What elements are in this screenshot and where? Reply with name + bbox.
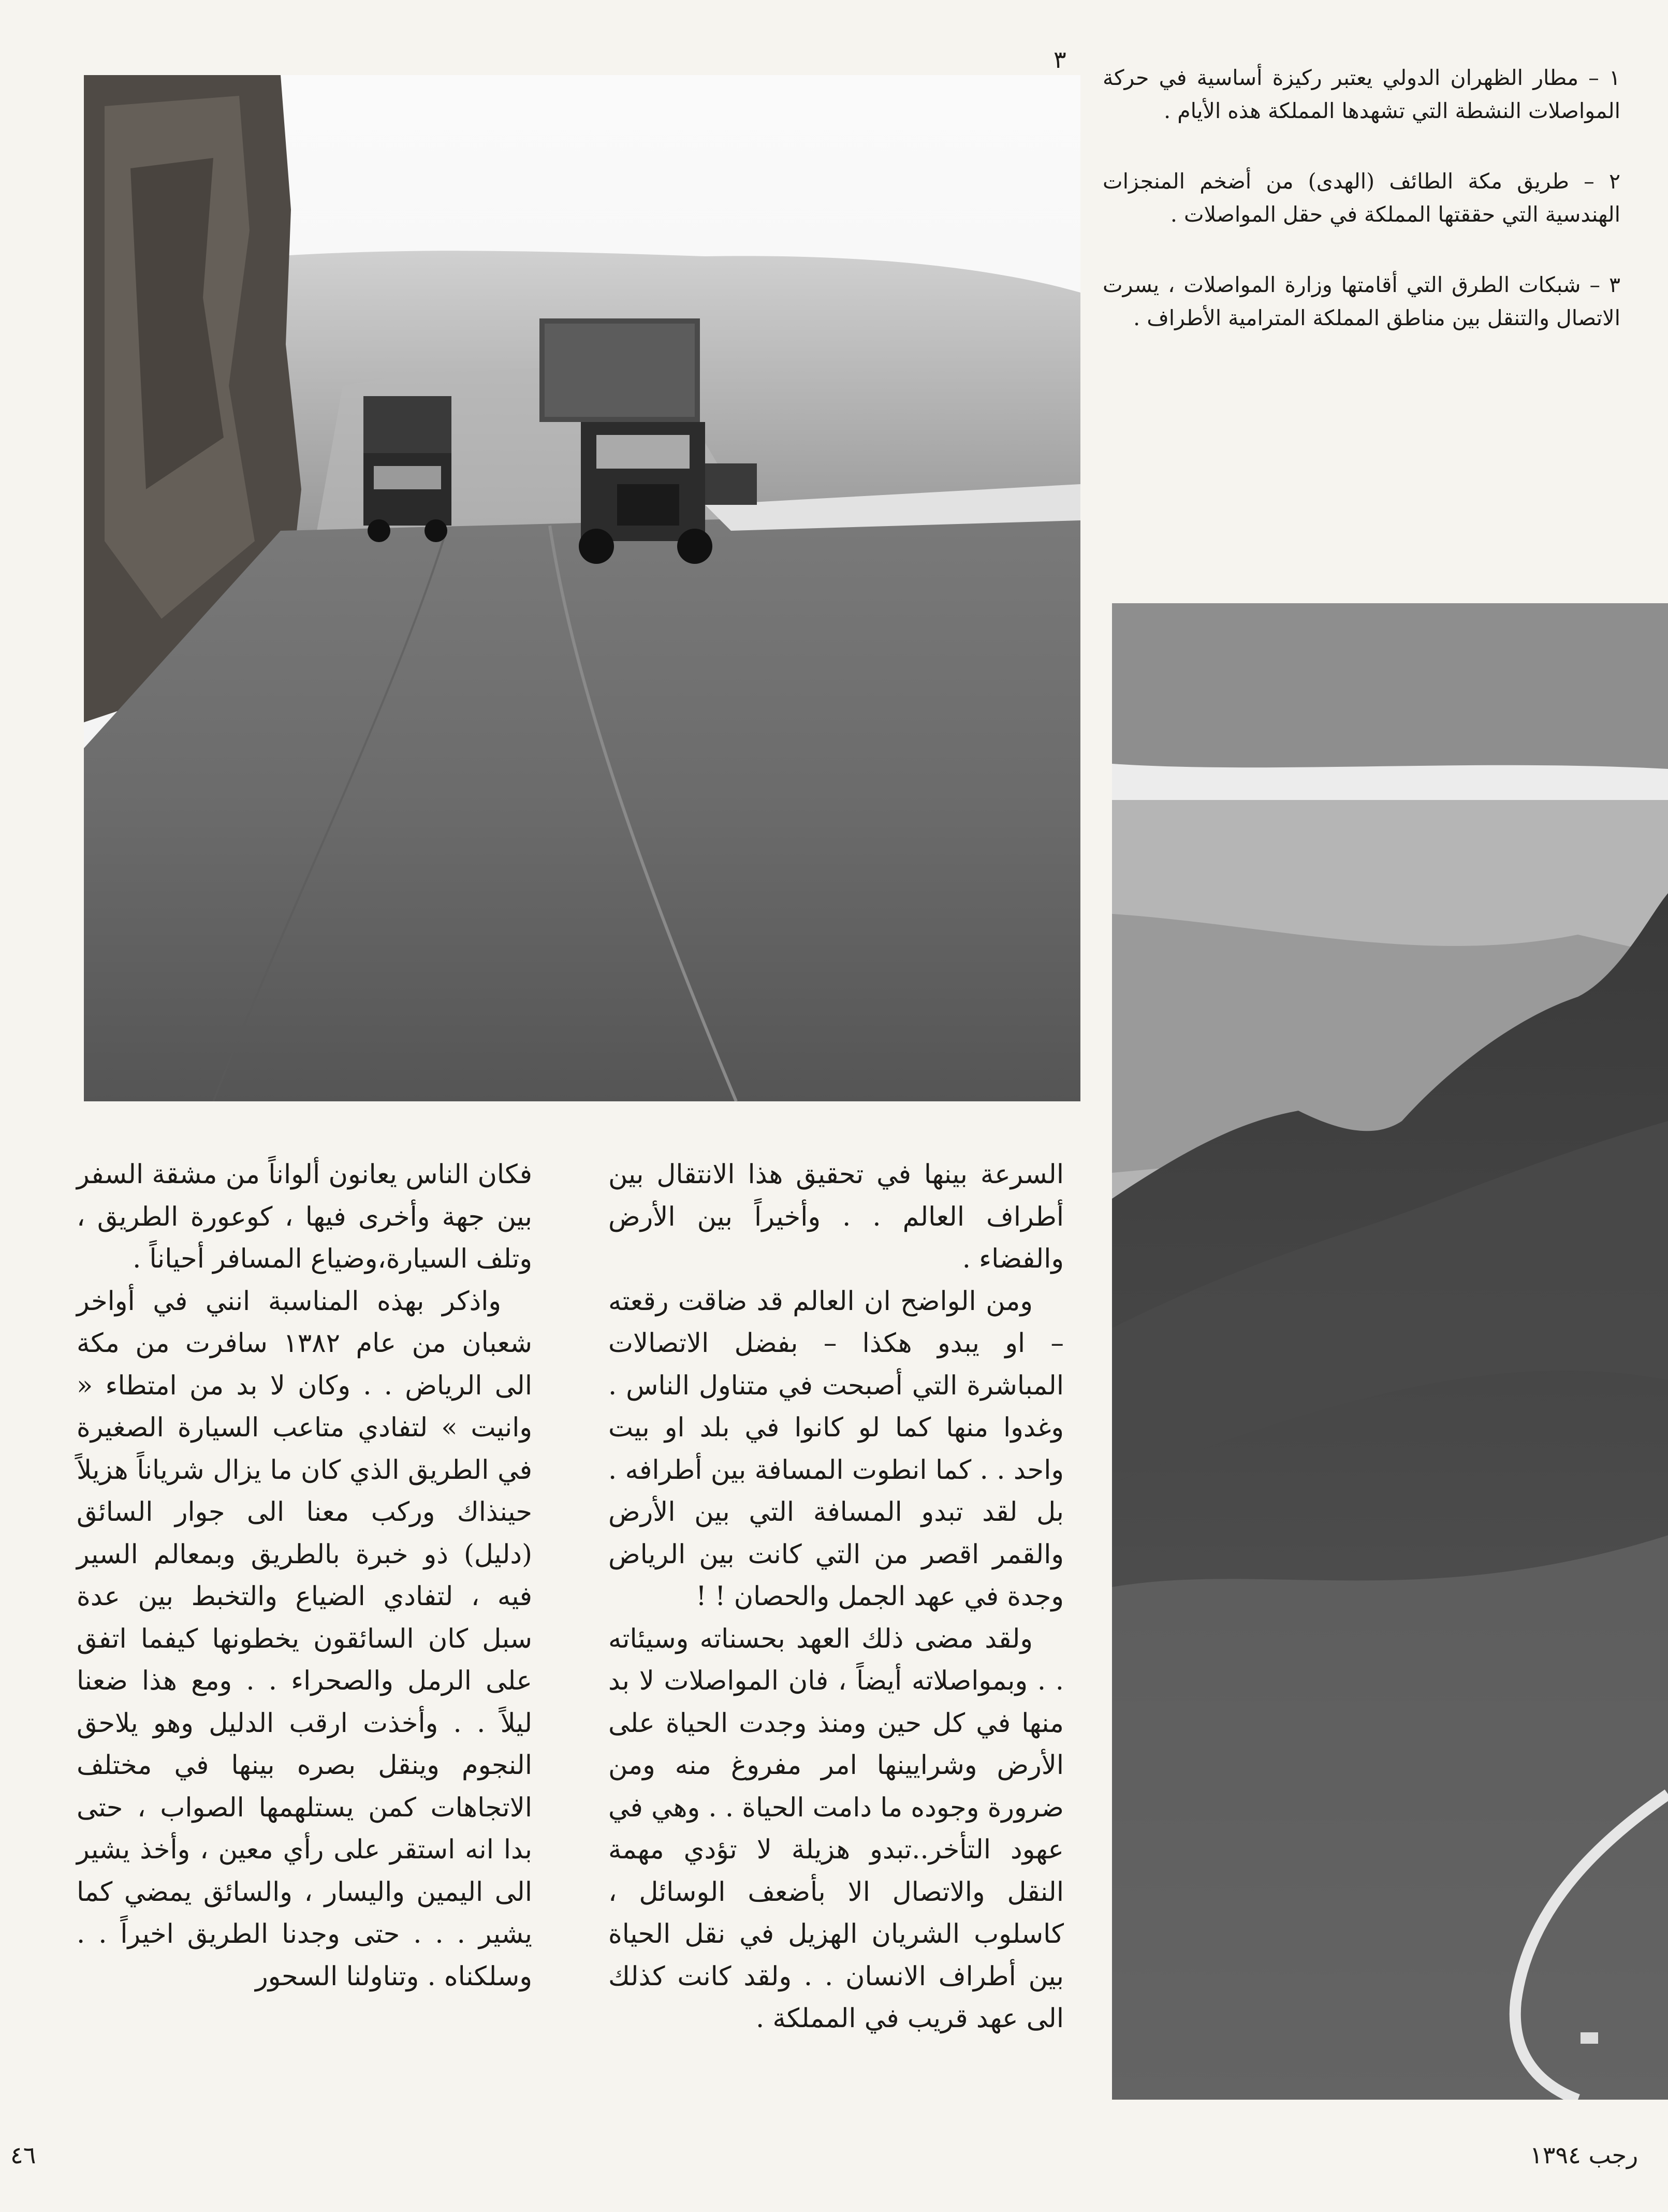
caption-2: ٢ – طريق مكة الطائف (الهدى) من أضخم المنجزات الهندسية التي حققتها المملكة في حقل المواصلات . — [1103, 169, 1620, 227]
vehicle-on-road — [1581, 2032, 1598, 2044]
paragraph: ومن الواضح ان العالم قد ضاقت رقعته – او يبدو هكذا – بفضل الاتصالات المباشرة التي أصبحت في متناول الناس . وغدوا منها كما لو كانوا في بلد او بيت واحد . . كما انطوت المسافة بين أطرافه . بل لقد تبدو المسافة التي بين الأرض والقمر اقصر من التي كانت بين الرياض وجدة في عهد الجمل والحصان ! ! — [608, 1286, 1064, 1612]
photo-number: ٣ — [1054, 46, 1066, 74]
page-number: ٤٦ — [10, 2141, 36, 2169]
photo-captions — [1103, 61, 1620, 372]
small-truck — [363, 396, 451, 542]
caption-3: ٣ – شبكات الطرق التي أقامتها وزارة المواصلات ، يسرت الاتصال والتنقل بين مناطق المملكة المترامية الأطراف . — [1103, 272, 1620, 330]
issue-date: رجب ١٣٩٤ — [1530, 2141, 1638, 2169]
paragraph: السرعة بينها في تحقيق هذا الانتقال بين أطراف العالم . . وأخيراً بين الأرض والفضاء . — [608, 1159, 1064, 1274]
article-column-right — [608, 1154, 1064, 2040]
paragraph: واذكر بهذه المناسبة انني في أواخر شعبان من عام ١٣٨٢ سافرت من مكة الى الرياض . . وكان لا بد من امتطاء « وانيت » لتفادي متاعب السيارة الصغيرة في الطريق الذي كان ما يزال شرياناً هزيلاً حينذاك وركب معنا الى جوار السائق (دليل) ذو خبرة بالطريق وبمعالم السير فيه ، لتفادي الضياع والتخبط بين عدة سبل كان السائقون يخطونها كيفما اتفق على الرمل والصحراء . . ومع هذا ضعنا ليلاً . . وأخذت ارقب الدليل وهو يلاحق النجوم وينقل بصره بينها في مختلف الاتجاهات كمن يستلهمها الصواب ، حتى بدا انه استقر على رأي معين ، وأخذ يشير الى اليمين واليسار ، والسائق يمضي كما يشير . . . حتى وجدنا الطريق اخيراً . . وسلكناه . وتناولنا السحور — [77, 1286, 532, 1992]
road-photo-graphic — [84, 75, 1080, 1101]
article-column-left — [77, 1154, 532, 1998]
caption-1: ١ – مطار الظهران الدولي يعتبر ركيزة أساسية في حركة المواصلات النشطة التي تشهدها المملكة هذه الأيام . — [1103, 65, 1620, 123]
photo-desert-road-trucks — [84, 75, 1080, 1101]
photo-mountain-road — [1112, 603, 1668, 2100]
paragraph: ولقد مضى ذلك العهد بحسناته وسيئاته . . وبمواصلاته أيضاً ، فان المواصلات لا بد منها في كل حين ومنذ وجدت الحياة على الأرض وشرايينها امر مفروغ منه ومن ضرورة وجوده ما دامت الحياة . . وهي في عهود التأخر..تبدو هزيلة لا تؤدي مهمة النقل والاتصال الا بأضعف الوسائل ، كاسلوب الشريان الهزيل في نقل الحياة بين أطراف الانسان . . ولقد كانت كذلك الى عهد قريب في المملكة . — [608, 1623, 1064, 2034]
paragraph: فكان الناس يعانون ألواناً من مشقة السفر بين جهة وأخرى فيها ، كوعورة الطريق ، وتلف السيارة،وضياع المسافر أحياناً . — [77, 1159, 532, 1274]
mountain-photo-graphic — [1112, 603, 1668, 2100]
